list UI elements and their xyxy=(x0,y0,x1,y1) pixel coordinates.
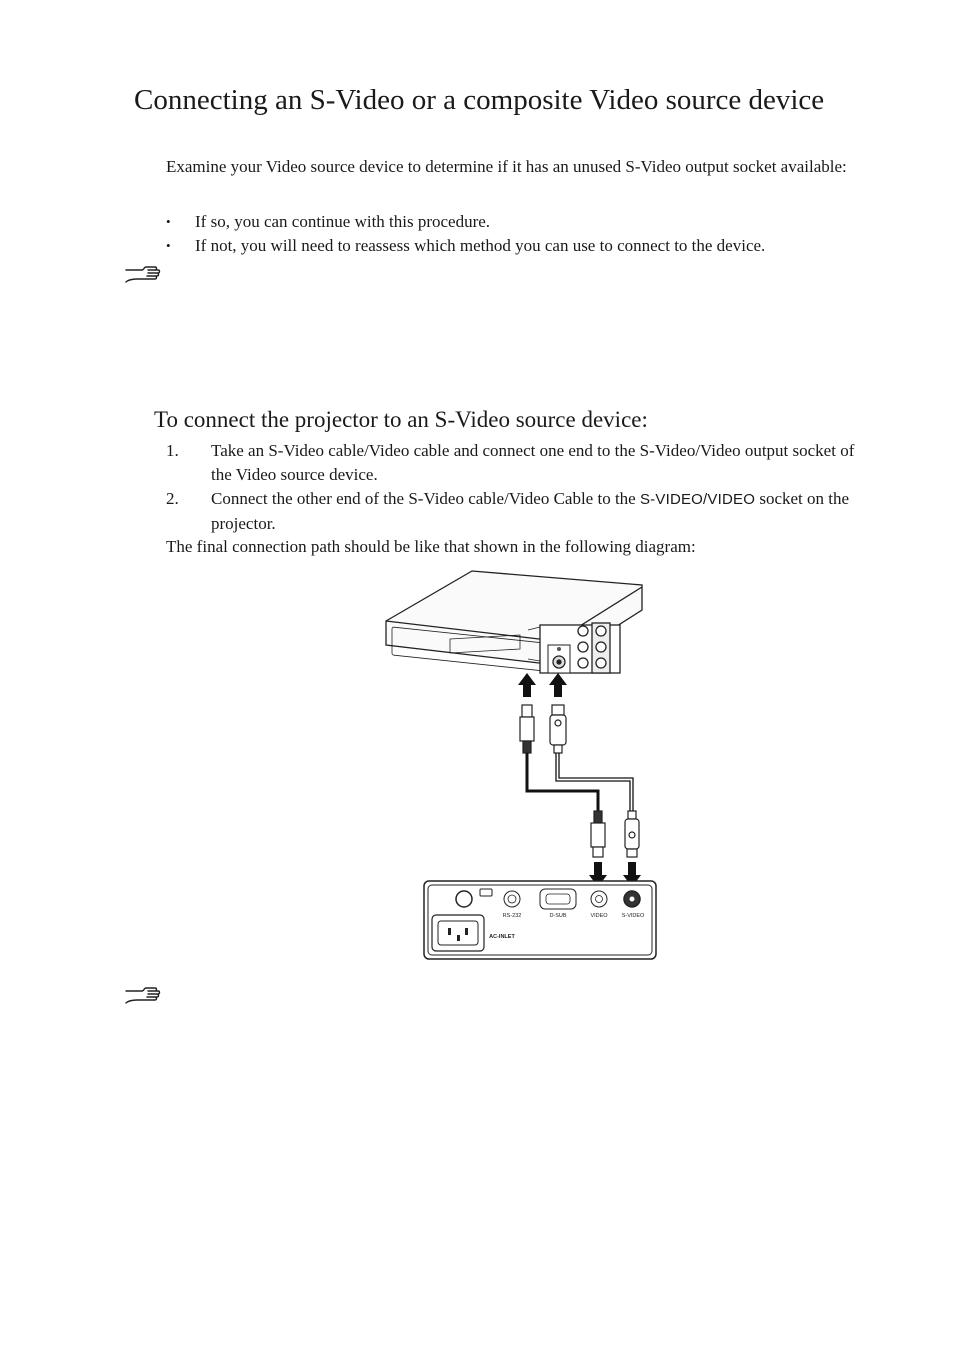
step-number: 1. xyxy=(166,441,179,460)
procedure-title: To connect the projector to an S-Video source device: xyxy=(154,407,648,432)
video-source-device xyxy=(386,571,642,673)
bullet-text: If not, you will need to reassess which method you can use to connect to the device. xyxy=(195,236,766,255)
video-label: VIDEO xyxy=(590,913,608,919)
page-title: Connecting an S-Video or a composite Video source device xyxy=(134,84,825,116)
rs232-label: RS-232 xyxy=(502,913,522,919)
composite-plug-top xyxy=(520,705,534,753)
svideo-plug-top xyxy=(550,705,566,753)
intro-paragraph: Examine your Video source device to determine if it has an unused S-Video output socket available: xyxy=(166,157,847,176)
final-path-text: The final connection path should be like that shown in the following diagram: xyxy=(166,537,696,556)
bullet-text: If so, you can continue with this procedure. xyxy=(195,212,491,231)
bullet-dot: • xyxy=(166,214,171,229)
cables xyxy=(527,753,598,811)
projector-rear-panel xyxy=(424,881,656,959)
bullet-dot: • xyxy=(166,238,171,253)
step-1 xyxy=(166,439,886,487)
socket-name: S-VIDEO/VIDEO xyxy=(639,491,756,508)
step-text-after: socket on the projector. xyxy=(211,489,850,533)
step-number: 2. xyxy=(166,489,179,508)
step-text: Take an S-Video cable/Video cable and connect one end to the S-Video/Video output socket of the Video source device. xyxy=(211,441,855,484)
arrow-up-icon xyxy=(518,673,567,697)
svideo-plug-bottom xyxy=(625,811,639,857)
composite-plug-bottom xyxy=(591,811,605,857)
ac-inlet-label: AC-INLET xyxy=(489,934,515,940)
note-hand-icon xyxy=(124,985,164,1014)
step-2 xyxy=(166,487,886,535)
step-text xyxy=(211,487,871,536)
note-hand-icon xyxy=(124,264,164,293)
connection-diagram xyxy=(380,565,660,970)
svideo-label: S-VIDEO xyxy=(621,913,645,919)
step-text-before: Connect the other end of the S-Video cable/Video Cable to the xyxy=(211,489,640,508)
dsub-label: D-SUB xyxy=(549,913,567,919)
